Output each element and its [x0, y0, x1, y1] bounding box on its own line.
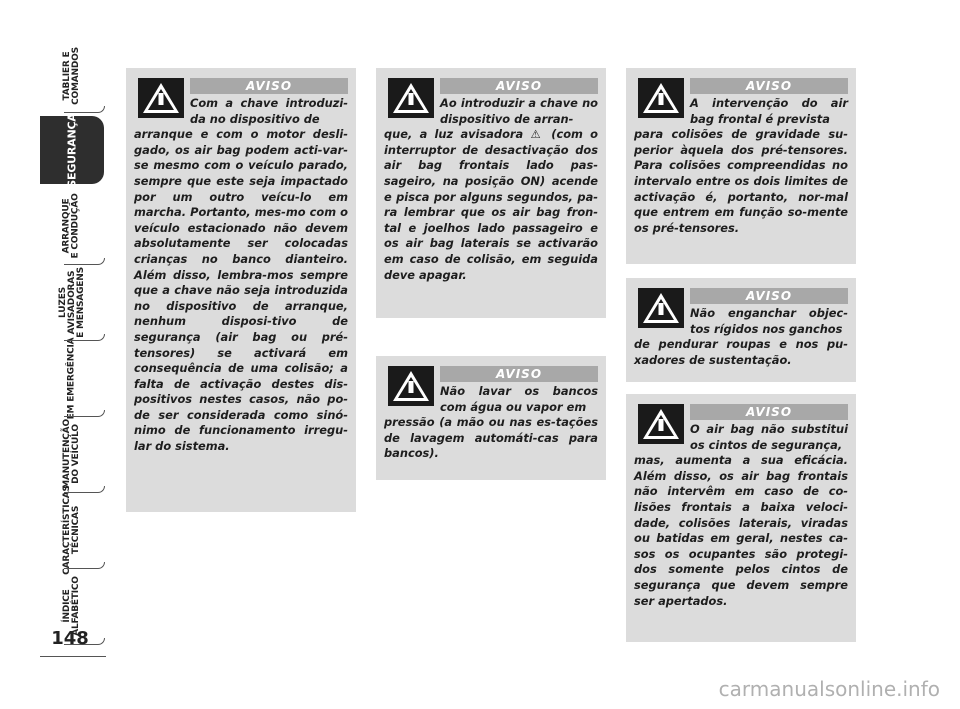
warning-text-lead: Não enganchar objec-tos rígidos nos ganchos [690, 306, 848, 336]
aviso-heading: AVISO [690, 288, 848, 304]
warning-box-3 [376, 356, 606, 480]
warning-text-lead: Ao introduzir a chave no dispositivo de arran- [440, 96, 598, 126]
warning-box-6 [626, 394, 856, 642]
warning-text-body: de pendurar roupas e nos pu-xadores de sustentação. [634, 337, 848, 367]
warning-text-lead: O air bag não substitui os cintos de segurança, [690, 422, 848, 452]
tab-em-emergencia[interactable]: EM EMERGÊNCIA [66, 337, 77, 419]
aviso-heading: AVISO [690, 78, 848, 94]
tab-arranque-e-conducao[interactable]: ARRANQUE E CONDUÇÃO [62, 193, 82, 259]
tab-luzes-avisadoras[interactable]: LUZES AVISADORAS E MENSAGENS [57, 266, 86, 338]
warning-text-body: pressão (a mão ou nas es-tações de lavagem automáti-cas para bancos). [384, 415, 598, 461]
aviso-heading: AVISO [190, 78, 348, 94]
tab-divider [64, 106, 105, 113]
warning-triangle-icon [638, 404, 684, 444]
warning-text-lead: A intervenção do air bag frontal é prevista [690, 96, 848, 126]
aviso-heading: AVISO [440, 366, 598, 382]
warning-text-lead: Com a chave introduzi-da no dispositivo de [190, 96, 348, 126]
tab-indice-alfabetico[interactable]: ÍNDICE ALFABÉTICO [61, 576, 81, 636]
tab-manutencao-do-veiculo[interactable]: MANUTENÇÃO DO VEÍCULO [62, 419, 81, 489]
warning-box-5 [626, 278, 856, 382]
warning-triangle-icon [388, 366, 434, 406]
watermark: carmanualsonline.info [718, 677, 940, 701]
tab-seguranca[interactable]: SEGURANÇA [40, 116, 104, 184]
aviso-heading: AVISO [440, 78, 598, 94]
tab-caracteristicas-tecnicas[interactable]: CARACTERÍSTICAS TÉCNICAS [62, 485, 82, 575]
tab-divider [64, 410, 105, 417]
page-number: 148 [51, 628, 89, 649]
warning-box-1 [126, 68, 356, 512]
warning-box-2 [376, 68, 606, 318]
aviso-heading: AVISO [690, 404, 848, 420]
warning-text-body: que, a luz avisadora ⚠ (com o interruptor de desactivação dos air bag frontais lado pas-sageiro, na posição ON) acende e pisca por alguns segundos, pa-ra lembrar que os air bag fron-tal e joelhos lado passageiro e os air bag laterais se activarão em caso de colisão, em seguida deve apagar. [384, 127, 598, 282]
warning-triangle-icon [388, 78, 434, 118]
tab-tablier-e-comandos[interactable]: TABLIER E COMANDOS [62, 47, 81, 105]
warning-text-body: para colisões de gravidade su-perior àquela dos pré-tensores. Para colisões compreendidas no intervalo entre os dois limites de activação é, portanto, nor-mal que entrem em função so-mente os pré-tensores. [634, 127, 848, 235]
warning-triangle-icon [138, 78, 184, 118]
tab-divider [64, 334, 105, 341]
warning-triangle-icon [638, 288, 684, 328]
warning-text-body: arranque e com o motor desli-gado, os air bag podem acti-var-se mesmo com o veículo parado, sempre que este seja impactado por um outro veícu-lo em marcha. Portanto, mes-mo com o veículo estacionado não devem absolutamente ser colocadas crianças no banco dianteiro. Além disso, lembra-mos sempre que a chave não seja introduzida no dispositivo de arranque, nenhum disposi-tivo de segurança (air bag ou pré-tensores) se activará em consequência de uma colisão; a falta de activação destes dis-positivos nestes casos, não po-de ser considerada como sinó-nimo de funcionamento irregu-lar do sistema. [134, 127, 348, 454]
page-number-rule [40, 656, 106, 657]
warning-triangle-icon [638, 78, 684, 118]
warning-text-lead: Não lavar os bancos com água ou vapor em [440, 384, 598, 414]
warning-box-4 [626, 68, 856, 264]
tab-divider [64, 258, 105, 265]
warning-text-body: mas, aumenta a sua eficácia. Além disso, os air bag frontais não intervêm em caso de co-lisões frontais a baixa veloci-dade, colisões laterais, viradas ou batidas em geral, nestes ca-sos os ocupantes são protegi-dos somente pelos cintos de segurança que devem sempre ser apertados. [634, 453, 848, 608]
tab-divider [64, 486, 105, 493]
section-tab-index [40, 42, 108, 682]
tab-divider [64, 562, 105, 569]
